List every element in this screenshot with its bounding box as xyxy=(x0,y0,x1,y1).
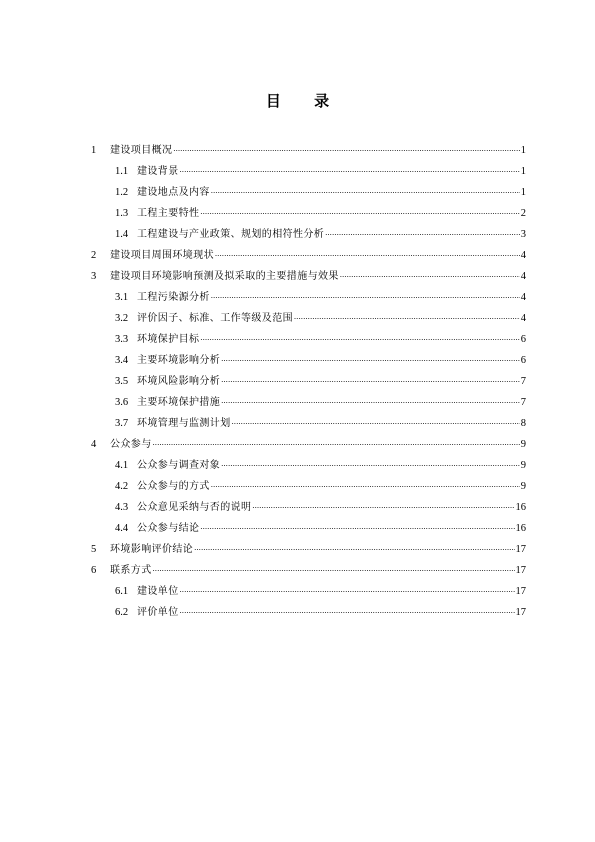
toc-entry-number: 4.2 xyxy=(115,481,129,492)
toc-entry-page: 9 xyxy=(520,460,526,471)
toc-entry-title: 工程建设与产业政策、规划的相符性分析 xyxy=(137,229,325,240)
toc-entry[interactable] xyxy=(91,179,526,200)
toc-entry-title: 建设单位 xyxy=(137,586,179,597)
toc-entry-number: 4 xyxy=(91,439,97,450)
toc-entry-title: 建设地点及内容 xyxy=(137,187,210,198)
toc-entry-page: 1 xyxy=(520,145,526,156)
toc-entry[interactable] xyxy=(91,494,526,515)
toc-dot-leader xyxy=(180,585,515,599)
toc-entry-number: 6.2 xyxy=(115,607,129,618)
toc-entry[interactable] xyxy=(91,473,526,494)
toc-dot-leader xyxy=(221,459,520,473)
toc-entry-number: 2 xyxy=(91,250,97,261)
toc-entry[interactable] xyxy=(91,326,526,347)
toc-entry-number: 1.3 xyxy=(115,208,129,219)
toc-entry[interactable] xyxy=(91,200,526,221)
toc-entry-page: 9 xyxy=(520,481,526,492)
toc-entry-title: 建设项目概况 xyxy=(110,145,173,156)
toc-entry-number: 1.1 xyxy=(115,166,129,177)
toc-entry-number: 3.1 xyxy=(115,292,129,303)
toc-dot-leader xyxy=(180,165,520,179)
toc-entry-title: 建设项目周围环境现状 xyxy=(110,250,214,261)
toc-entry-title: 工程污染源分析 xyxy=(137,292,210,303)
toc-dot-leader xyxy=(211,291,520,305)
toc-dot-leader xyxy=(200,333,519,347)
toc-entry-number: 3 xyxy=(91,271,97,282)
toc-entry[interactable] xyxy=(91,431,526,452)
toc-dot-leader xyxy=(340,270,520,284)
toc-entry-number: 3.3 xyxy=(115,334,129,345)
page-title: 目 录 xyxy=(265,92,344,110)
toc-entry-page: 6 xyxy=(520,334,526,345)
toc-dot-leader xyxy=(211,186,520,200)
toc-entry[interactable] xyxy=(91,557,526,578)
toc-entry-title: 建设背景 xyxy=(137,166,179,177)
toc-entry[interactable] xyxy=(91,263,526,284)
toc-entry-title: 联系方式 xyxy=(110,565,152,576)
toc-entry[interactable] xyxy=(91,389,526,410)
toc-dot-leader xyxy=(153,438,520,452)
toc-entry-page: 6 xyxy=(520,355,526,366)
toc-entry[interactable] xyxy=(91,305,526,326)
toc-entry[interactable] xyxy=(91,536,526,557)
toc-entry-number: 1.2 xyxy=(115,187,129,198)
toc-dot-leader xyxy=(211,480,520,494)
toc-entry-page: 9 xyxy=(520,439,526,450)
toc-entry-title: 主要环境保护措施 xyxy=(137,397,221,408)
toc-entry[interactable] xyxy=(91,452,526,473)
toc-entry[interactable] xyxy=(91,221,526,242)
toc-entry-number: 4.3 xyxy=(115,502,129,513)
toc-entry-page: 17 xyxy=(515,565,526,576)
toc-dot-leader xyxy=(200,207,519,221)
toc-entry[interactable] xyxy=(91,599,526,620)
toc-entry-number: 6 xyxy=(91,565,97,576)
toc-entry[interactable] xyxy=(91,158,526,179)
toc-entry-page: 17 xyxy=(515,586,526,597)
toc-entry-number: 6.1 xyxy=(115,586,129,597)
toc-dot-leader xyxy=(180,606,515,620)
toc-dot-leader xyxy=(325,228,520,242)
toc-entry[interactable] xyxy=(91,347,526,368)
toc-entry-page: 17 xyxy=(515,544,526,555)
toc-dot-leader xyxy=(294,312,520,326)
toc-entry-number: 4.1 xyxy=(115,460,129,471)
toc-entry-page: 3 xyxy=(520,229,526,240)
toc-entry-title: 环境影响评价结论 xyxy=(110,544,194,555)
toc-entry[interactable] xyxy=(91,284,526,305)
toc-entry-title: 评价单位 xyxy=(137,607,179,618)
toc-entry-number: 3.4 xyxy=(115,355,129,366)
toc-entry-title: 公众意见采纳与否的说明 xyxy=(137,502,252,513)
toc-entry[interactable] xyxy=(91,137,526,158)
table-of-contents xyxy=(91,137,526,620)
toc-dot-leader xyxy=(194,543,514,557)
toc-entry-title: 建设项目环境影响预测及拟采取的主要措施与效果 xyxy=(110,271,339,282)
toc-dot-leader xyxy=(252,501,514,515)
toc-entry-number: 3.7 xyxy=(115,418,129,429)
toc-entry-title: 主要环境影响分析 xyxy=(137,355,221,366)
toc-dot-leader xyxy=(221,375,520,389)
toc-dot-leader xyxy=(232,417,520,431)
toc-entry-page: 16 xyxy=(515,502,526,513)
toc-entry-page: 4 xyxy=(520,313,526,324)
toc-entry-title: 公众参与 xyxy=(110,439,152,450)
toc-dot-leader xyxy=(215,249,520,263)
toc-entry[interactable] xyxy=(91,515,526,536)
toc-dot-leader xyxy=(173,144,519,158)
toc-entry-number: 1.4 xyxy=(115,229,129,240)
toc-entry-title: 公众参与调查对象 xyxy=(137,460,221,471)
toc-entry-page: 1 xyxy=(520,166,526,177)
toc-entry-number: 3.5 xyxy=(115,376,129,387)
toc-entry-page: 2 xyxy=(520,208,526,219)
toc-entry-page: 4 xyxy=(520,292,526,303)
toc-entry-title: 评价因子、标准、工作等级及范围 xyxy=(137,313,293,324)
toc-entry-title: 公众参与的方式 xyxy=(137,481,210,492)
toc-entry-number: 5 xyxy=(91,544,97,555)
toc-entry-number: 4.4 xyxy=(115,523,129,534)
toc-entry-page: 8 xyxy=(520,418,526,429)
toc-dot-leader xyxy=(221,396,520,410)
toc-entry[interactable] xyxy=(91,410,526,431)
toc-entry-page: 17 xyxy=(515,607,526,618)
toc-entry-title: 工程主要特性 xyxy=(137,208,200,219)
toc-entry-title: 环境管理与监测计划 xyxy=(137,418,231,429)
toc-entry[interactable] xyxy=(91,242,526,263)
toc-entry-number: 3.2 xyxy=(115,313,129,324)
toc-entry-title: 环境保护目标 xyxy=(137,334,200,345)
toc-dot-leader xyxy=(221,354,520,368)
toc-entry-title: 环境风险影响分析 xyxy=(137,376,221,387)
toc-dot-leader xyxy=(153,564,515,578)
toc-entry-page: 7 xyxy=(520,376,526,387)
toc-entry-number: 3.6 xyxy=(115,397,129,408)
toc-entry[interactable] xyxy=(91,368,526,389)
toc-entry-number: 1 xyxy=(91,145,97,156)
toc-entry[interactable] xyxy=(91,578,526,599)
toc-entry-page: 4 xyxy=(520,271,526,282)
toc-dot-leader xyxy=(200,522,514,536)
toc-entry-page: 4 xyxy=(520,250,526,261)
toc-entry-page: 7 xyxy=(520,397,526,408)
toc-entry-title: 公众参与结论 xyxy=(137,523,200,534)
toc-entry-page: 1 xyxy=(520,187,526,198)
toc-entry-page: 16 xyxy=(515,523,526,534)
